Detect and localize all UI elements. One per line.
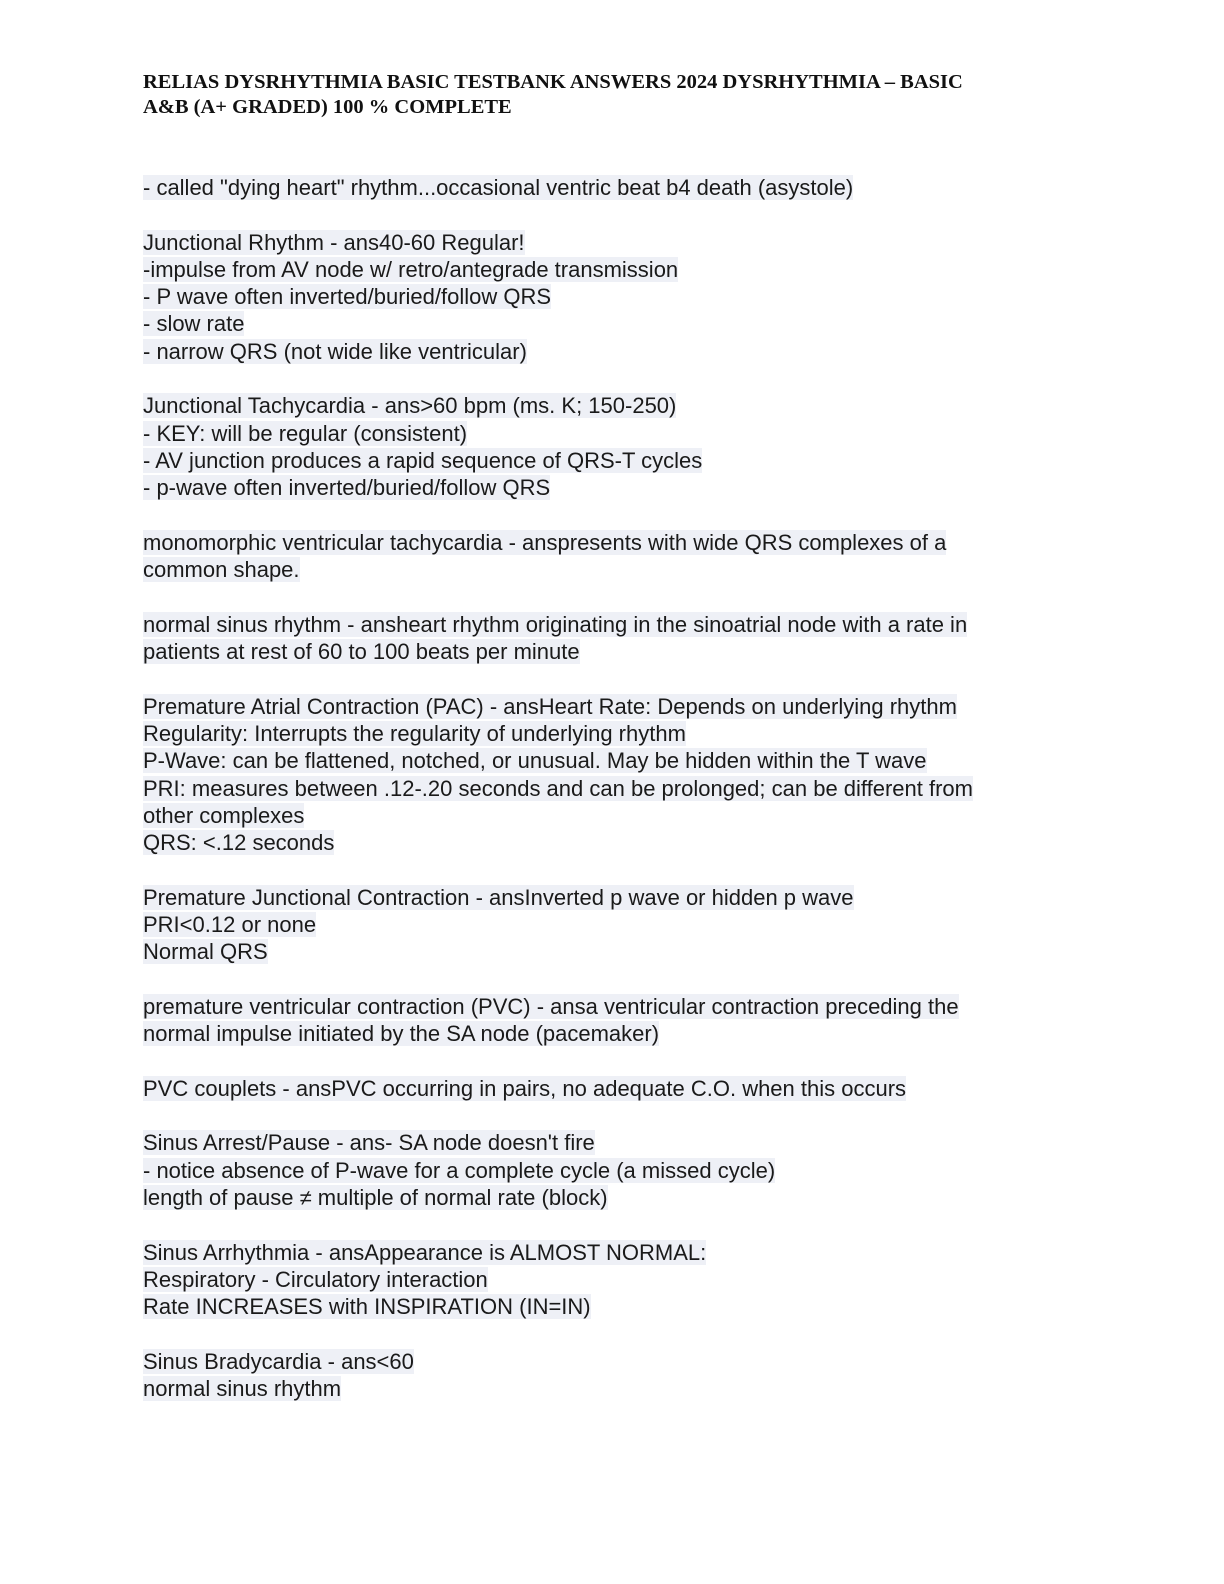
entry-sinus-arrhythmia: [143, 1239, 1063, 1321]
text-line: - AV junction produces a rapid sequence of QRS-T cycles: [143, 447, 703, 473]
document-title: [143, 70, 1063, 120]
text-line: premature ventricular contraction (PVC) - ansa ventricular contraction preceding the: [143, 993, 959, 1019]
text-line: P-Wave: can be flattened, notched, or unusual. May be hidden within the T wave: [143, 748, 927, 774]
text-line: length of pause ≠ multiple of normal rate (block): [143, 1184, 608, 1210]
text-line: PVC couplets - ansPVC occurring in pairs, no adequate C.O. when this occurs: [143, 1075, 907, 1101]
document-body: [143, 174, 1063, 1430]
entry-pjc: [143, 884, 1063, 966]
text-line: - notice absence of P-wave for a complete cycle (a missed cycle): [143, 1157, 776, 1183]
text-line: Regularity: Interrupts the regularity of underlying rhythm: [143, 720, 686, 746]
entry-sinus-bradycardia: [143, 1348, 1063, 1403]
text-line: normal impulse initiated by the SA node (pacemaker): [143, 1021, 660, 1047]
text-line: Premature Junctional Contraction - ansInverted p wave or hidden p wave: [143, 884, 854, 910]
text-line: Sinus Arrest/Pause - ans- SA node doesn't fire: [143, 1130, 595, 1156]
text-line: - narrow QRS (not wide like ventricular): [143, 338, 527, 364]
entry-junctional-tachycardia: [143, 392, 1063, 501]
text-line: QRS: <.12 seconds: [143, 830, 335, 856]
text-line: Junctional Tachycardia - ans>60 bpm (ms. K; 150-250): [143, 393, 677, 419]
text-line: - P wave often inverted/buried/follow QRS: [143, 284, 552, 310]
title-line: A&B (A+ GRADED) 100 % COMPLETE: [143, 96, 512, 118]
text-line: Premature Atrial Contraction (PAC) - ansHeart Rate: Depends on underlying rhythm: [143, 693, 957, 719]
text-line: monomorphic ventricular tachycardia - anspresents with wide QRS complexes of a: [143, 529, 947, 555]
text-line: - p-wave often inverted/buried/follow QRS: [143, 475, 551, 501]
text-line: Respiratory - Circulatory interaction: [143, 1266, 488, 1292]
text-line: -impulse from AV node w/ retro/antegrade transmission: [143, 256, 679, 282]
text-line: Rate INCREASES with INSPIRATION (IN=IN): [143, 1294, 591, 1320]
text-line: Junctional Rhythm - ans40-60 Regular!: [143, 229, 525, 255]
entry-sinus-arrest: [143, 1129, 1063, 1211]
entry-pac: [143, 693, 1063, 857]
text-line: patients at rest of 60 to 100 beats per minute: [143, 639, 580, 665]
entry-normal-sinus-rhythm: [143, 611, 1063, 666]
title-line: RELIAS DYSRHYTHMIA BASIC TESTBANK ANSWERS 2024 DYSRHYTHMIA – BASIC: [143, 71, 963, 93]
text-line: normal sinus rhythm - ansheart rhythm originating in the sinoatrial node with a rate in: [143, 611, 968, 637]
text-line: other complexes: [143, 802, 305, 828]
text-line: normal sinus rhythm: [143, 1376, 342, 1402]
entry-monomorphic-vt: [143, 529, 1063, 584]
text-line: - KEY: will be regular (consistent): [143, 420, 468, 446]
text-line: common shape.: [143, 557, 300, 583]
text-line: PRI: measures between .12-.20 seconds and can be prolonged; can be different from: [143, 775, 973, 801]
entry-pvc: [143, 993, 1063, 1048]
text-line: Normal QRS: [143, 939, 268, 965]
text-line: PRI<0.12 or none: [143, 912, 317, 938]
text-line: Sinus Bradycardia - ans<60: [143, 1348, 414, 1374]
entry-pvc-couplets: [143, 1075, 1063, 1102]
text-line: - called "dying heart" rhythm...occasional ventric beat b4 death (asystole): [143, 175, 854, 200]
text-line: Sinus Arrhythmia - ansAppearance is ALMOST NORMAL:: [143, 1239, 707, 1265]
entry-junctional-rhythm: [143, 229, 1063, 365]
text-line: - slow rate: [143, 311, 245, 337]
entry-asystole-note: [143, 174, 1063, 201]
